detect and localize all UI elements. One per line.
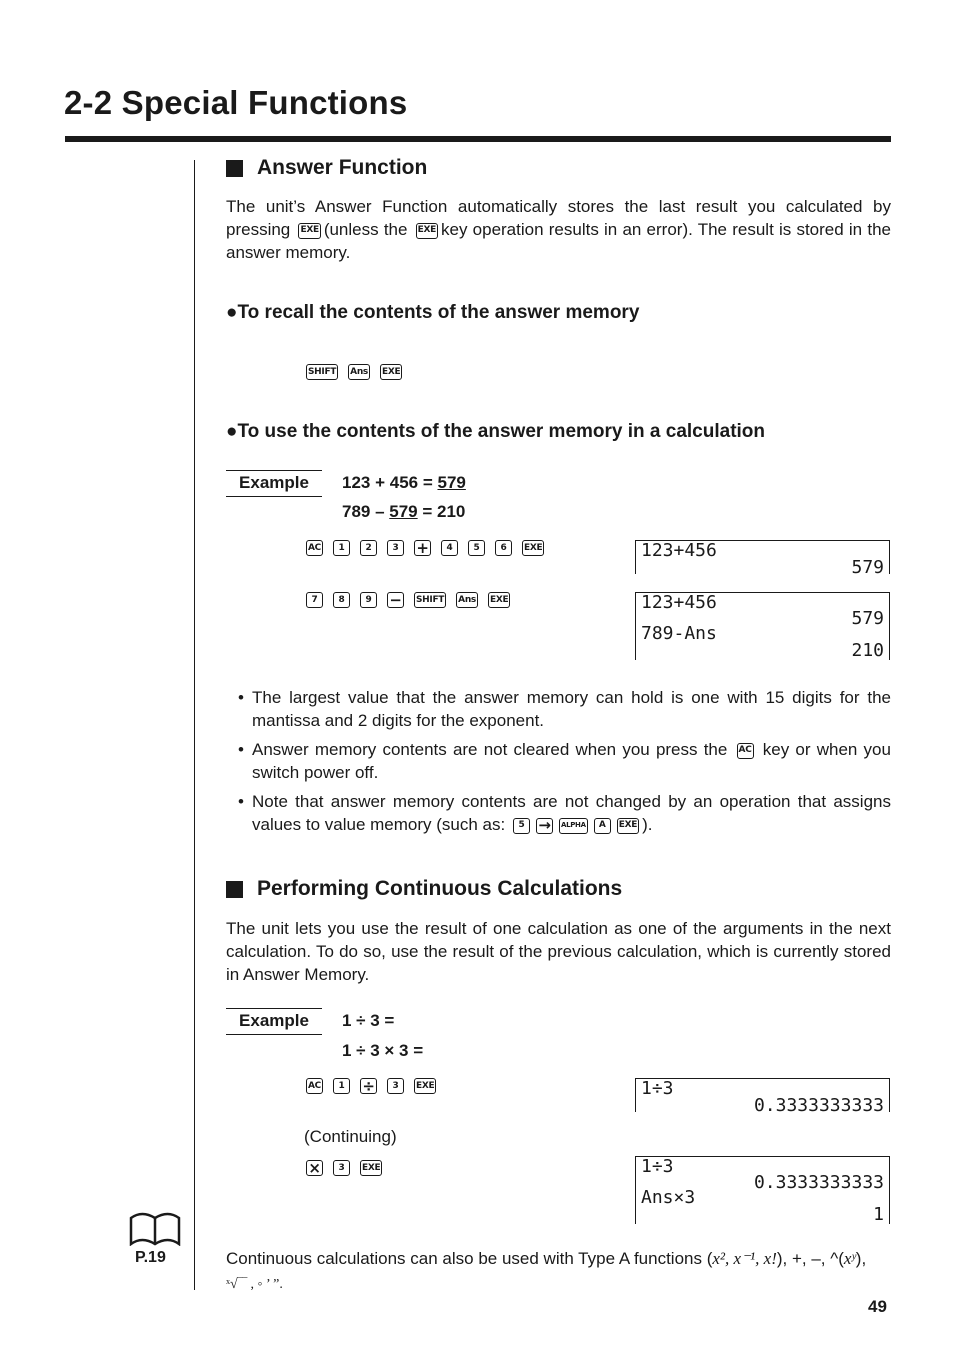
multiply-key-icon: × [306,1160,323,1176]
footnote-text: Continuous calculations can also be used with Type A functions ( [226,1249,713,1268]
page-number: 49 [868,1297,887,1316]
list-item-text-part: Note that answer memory contents are not changed by an operation that assigns values to value memory (such as: [252,792,891,834]
ans-key-icon: Ans [456,592,478,608]
footnote-power: xʸ [843,1249,856,1268]
intro-text-2: (unless the [323,220,408,239]
key-sequence-3 [306,1078,446,1094]
shift-key-icon: SHIFT [414,592,446,608]
answer-function-intro [226,195,891,264]
section-heading-continuous-calculations [226,877,622,901]
example-ans: 579 [389,502,418,521]
display-result: 1 [873,1204,884,1225]
example-result: 579 [437,473,466,492]
list-item-text [252,738,891,784]
recall-subheading: ●To recall the contents of the answer memory [226,302,640,323]
display-result: 0.3333333333 [753,1172,884,1193]
minus-key-icon: − [387,592,404,608]
example-expr: 789 – [342,502,390,521]
digit-2-key-icon: 2 [360,540,377,556]
example-line-1 [342,473,466,493]
recall-key-sequence [306,364,412,380]
list-item-text [252,790,891,836]
example-line-2: 1 ÷ 3 × 3 = [342,1041,424,1060]
list-item-text-part: Answer memory contents are not cleared when you press the [252,740,728,759]
footnote-text: ), +, –, ^( [776,1249,844,1268]
calculator-display-4 [635,1156,890,1224]
example-line-1: 1 ÷ 3 = [342,1011,395,1030]
footnote-functions-2: ˣ√‾‾ , ◦ ’ ”. [226,1277,283,1292]
continuing-label: (Continuing) [304,1127,397,1146]
plus-key-icon: + [414,540,431,556]
list-item [226,686,891,732]
ac-key-icon: AC [306,1078,323,1094]
list-item [226,738,891,784]
section-heading-answer-function [226,156,427,180]
key-sequence-1 [306,540,554,556]
exe-key-icon: EXE [298,223,320,239]
display-line [641,592,884,613]
list-item-text-part: ). [642,815,653,834]
exe-key-icon: EXE [522,540,544,556]
display-line [641,1095,884,1116]
display-expression: 1÷3 [641,1156,674,1177]
letter-a-key-icon: A [594,818,611,834]
example-label: Example [226,470,322,497]
list-item [226,790,891,836]
digit-9-key-icon: 9 [360,592,377,608]
intro-text-3: key operation results in an error). The result is stored in the answer memory. [226,220,891,262]
display-expression: 123+456 [641,592,717,613]
calculator-display-3 [635,1078,890,1116]
chapter-title: 2-2 Special Functions [64,84,408,121]
digit-1-key-icon: 1 [333,1078,350,1094]
footnote-text: ), [855,1249,867,1268]
digit-3-key-icon: 3 [387,1078,404,1094]
digit-4-key-icon: 4 [441,540,458,556]
margin-rule [194,160,195,1290]
display-line [641,1156,884,1177]
digit-5-key-icon: 5 [513,818,530,834]
digit-1-key-icon: 1 [333,540,350,556]
use-subheading: ●To use the contents of the answer memory in a calculation [226,421,766,442]
ac-key-icon: AC [737,743,754,759]
display-expression: 789-Ans [641,623,717,644]
display-result: 579 [851,557,884,578]
exe-key-icon: EXE [360,1160,382,1176]
display-result: 579 [851,608,884,629]
ans-key-icon: Ans [348,364,370,380]
digit-7-key-icon: 7 [306,592,323,608]
calculator-display-2 [635,592,890,660]
title-rule [65,136,891,142]
list-item-text-part: key or when you switch power off. [252,740,891,782]
key-sequence-2 [306,592,520,608]
shift-key-icon: SHIFT [306,364,338,380]
list-item-text: The largest value that the answer memory can hold is one with 15 digits for the mantissa and 2 digits for the exponent. [252,688,891,730]
display-line [641,1078,884,1099]
continuous-footnote [226,1247,891,1297]
display-expression: Ans×3 [641,1187,696,1208]
example-expr: 123 + 456 = [342,473,438,492]
key-sequence-4 [306,1160,392,1176]
alpha-key-icon: ALPHA [559,818,588,834]
divide-key-icon: ÷ [360,1078,377,1094]
example-result: = 210 [417,502,466,521]
section-heading-text: Answer Function [257,156,428,179]
exe-key-icon: EXE [488,592,510,608]
section-heading-text: Performing Continuous Calculations [257,877,623,900]
exe-key-icon: EXE [416,223,438,239]
footnote-functions: x², x⁻¹, x! [712,1249,777,1268]
intro-text-1: The unit’s Answer Function automatically stores the last result you calculated by pressing [226,197,891,239]
book-reference-icon [129,1212,181,1246]
display-expression: 123+456 [641,540,717,561]
bullet-dot-icon: • [238,688,244,707]
display-result: 210 [851,640,884,661]
square-bullet-icon [226,160,243,177]
page-reference: P.19 [135,1249,166,1266]
calculator-display-1 [635,540,890,578]
digit-8-key-icon: 8 [333,592,350,608]
square-bullet-icon [226,881,243,898]
exe-key-icon: EXE [617,818,639,834]
example-line-2 [342,502,465,522]
notes-list [226,686,891,842]
example-label: Example [226,1008,322,1035]
display-expression: 1÷3 [641,1078,674,1099]
bullet-dot-icon: • [238,740,244,759]
continuous-intro: The unit lets you use the result of one calculation as one of the arguments in the next calculation. To do so, use the result of the previous calculation, which is currently stored in Answer Memory. [226,919,891,984]
exe-key-icon: EXE [414,1078,436,1094]
digit-6-key-icon: 6 [495,540,512,556]
display-result: 0.3333333333 [753,1095,884,1116]
ac-key-icon: AC [306,540,323,556]
display-line [641,623,884,644]
exe-key-icon: EXE [380,364,402,380]
arrow-key-icon: → [536,818,553,834]
digit-5-key-icon: 5 [468,540,485,556]
digit-3-key-icon: 3 [387,540,404,556]
bullet-dot-icon: • [238,792,244,811]
digit-3-key-icon: 3 [333,1160,350,1176]
